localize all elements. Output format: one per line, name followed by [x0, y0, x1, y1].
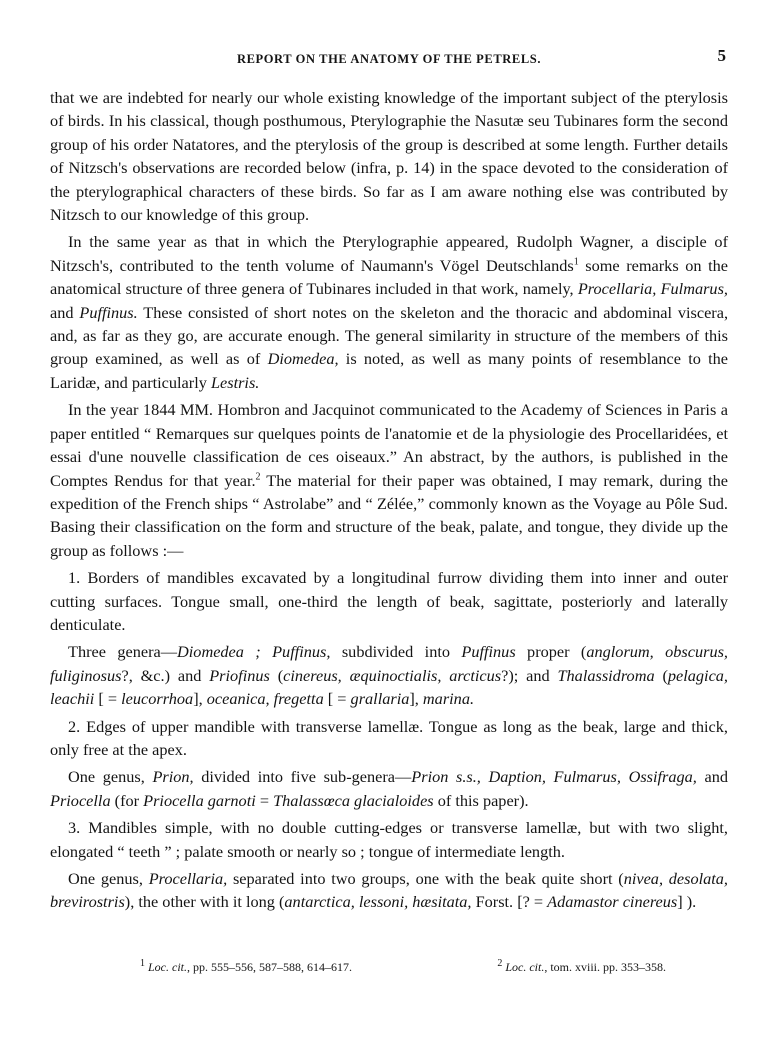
- running-title: REPORT ON THE ANATOMY OF THE PETRELS.: [236, 52, 542, 66]
- paragraph: In the same year as that in which the Pterylographie appeared, Rudolph Wagner, a disciple of Nitzsch's, contributed to the tenth volume of Naumann's Vögel Deutschlands$^1$ some remarks on the anatomical structure of three genera of Tubinares included in that work, namely, Procellaria, Fulmarus, and Puffinus. These consisted of short notes on the skeleton and the thoracic and abdominal viscera, and, as far as they go, are accurate enough. The general similarity in structure of the members of this group examined, as well as of Diomedea, is noted, as well as many points of resemblance to the Laridæ, and particularly Lestris.: [50, 232, 729, 392]
- footnotes: [140, 960, 666, 975]
- list-item: 3. Mandibles simple, with no double cutting-edges or transverse lamellæ, but with two slight, elongated “ teeth ” ; palate smooth or nearly so ; tongue of intermediate length.: [50, 818, 728, 861]
- list-item: 2. Edges of upper mandible with transverse lamellæ. Tongue as long as the beak, large and thick, only free at the apex.: [50, 716, 728, 759]
- body-text: [50, 86, 728, 914]
- page-number: 5: [717, 46, 726, 65]
- paragraph: In the year 1844 MM. Hombron and Jacquinot communicated to the Academy of Sciences in Paris a paper entitled “ Remarques sur quelques points de l'anatomie et de la physiologie des Procellaridées, et essai d'une nouvelle classification de ces oiseaux.” An abstract, by the authors, is published in the Comptes Rendus for that year.$^2$ The material for their paper was obtained, I may remark, during the expedition of the French ships “ Astrolabe” and “ Zélée,” commonly known as the Voyage au Pôle Sud. Basing their classification on the form and structure of the beak, palate, and tongue, they divide up the group as follows :—: [50, 400, 728, 560]
- paragraph: One genus, Procellaria, separated into two groups, one with the beak quite short (nivea, desolata, brevirostris), the other with it long (antarctica, lessoni, hæsitata, Forst. [? = Adamastor cinereus] ).: [50, 869, 729, 912]
- list-item: 1. Borders of mandibles excavated by a longitudinal furrow dividing them into inner and outer cutting surfaces. Tongue small, one-third the length of beak, sagittate, posteriorly and laterally denticulate.: [50, 568, 728, 634]
- running-header: [50, 40, 728, 66]
- footnote-1: $^1$ Loc. cit., pp. 555–556, 587–588, 614–617.: [140, 958, 352, 974]
- footnote-ref: 2: [255, 471, 261, 483]
- paragraph: One genus, Prion, divided into five sub-genera—Prion s.s., Daption, Fulmarus, Ossifraga, and Priocella (for Priocella garnoti = Thalassœca glacialoides of this paper).: [50, 767, 729, 810]
- footnote-2: $^2$ Loc. cit., tom. xviii. pp. 353–358.: [497, 958, 666, 974]
- paragraph: Three genera—Diomedea ; Puffinus, subdivided into Puffinus proper (anglorum, obscurus, fuliginosus?, &c.) and Priofinus (cinereus, æquinoctialis, arcticus?); and Thalassidroma (pelagica, leachii [ = leucorrhoa], oceanica, fregetta [ = grallaria], marina.: [50, 642, 729, 709]
- paragraph: that we are indebted for nearly our whole existing knowledge of the important subject of the pterylosis of birds. In his classical, though posthumous, Pterylographie the Nasutæ seu Tubinares form the second group of his order Natatores, and the pterylosis of the group is described at some length. Further details of Nitzsch's observations are recorded below (infra, p. 14) in the space devoted to the consideration of the pterylographical characters of these birds. So far as I am aware nothing else was contributed by Nitzsch to our knowledge of this group.: [50, 88, 728, 225]
- footnote-ref: 1: [573, 256, 579, 268]
